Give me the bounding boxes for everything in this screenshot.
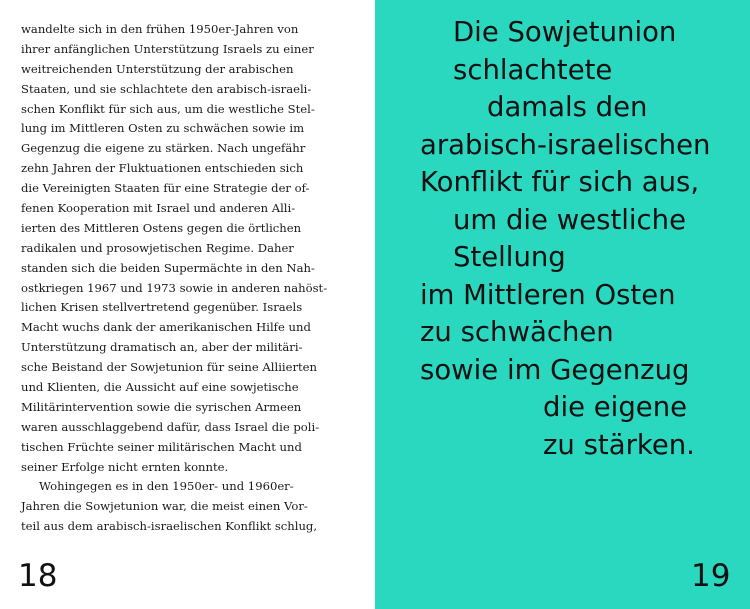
quote-line: zu schwächen bbox=[420, 316, 614, 348]
text-line: weitreichenden Unterstützung der arabischen bbox=[21, 61, 294, 76]
text-line: schen Konflikt für sich aus, um die westliche Stel- bbox=[21, 101, 315, 116]
text-line: und Klienten, die Aussicht auf eine sowjetische bbox=[21, 380, 299, 395]
quote-line: Konflikt für sich aus, bbox=[420, 166, 700, 198]
text-line: Macht wuchs dank der amerikanischen Hilfe und bbox=[21, 320, 311, 335]
text-line: Militärintervention sowie die syrischen Armeen bbox=[21, 399, 302, 414]
right-page bbox=[375, 0, 750, 609]
text-line: ihrer anfänglichen Unterstützung Israels zu einer bbox=[21, 41, 314, 56]
page-number-right: 19 bbox=[691, 558, 731, 594]
quote-line: um die westliche bbox=[453, 203, 686, 236]
text-line: fenen Kooperation mit Israel und anderen Alli- bbox=[21, 201, 296, 216]
quote-line: die eigene bbox=[543, 391, 688, 423]
text-line: ostkriegen 1967 und 1973 sowie in anderen nahöst- bbox=[21, 280, 328, 295]
text-line: Staaten, und sie schlachtete den arabisch-israeli- bbox=[21, 81, 312, 96]
text-line: seiner Erfolge nicht ernten konnte. bbox=[21, 459, 229, 474]
quote-line: Die Sowjetunion bbox=[453, 16, 677, 48]
quote-line: im Mittleren Osten bbox=[420, 278, 676, 311]
text-line: Gegenzug die eigene zu stärken. Nach ungefähr bbox=[21, 141, 306, 156]
text-line: ierten des Mittleren Ostens gegen die örtlichen bbox=[21, 220, 302, 235]
text-line: sche Beistand der Sowjetunion für seine Alliierten bbox=[21, 360, 317, 375]
text-line: Wohingegen es in den 1950er- und 1960er- bbox=[39, 479, 294, 494]
quote-line: Stellung bbox=[453, 241, 566, 273]
text-line: Jahren die Sowjetunion war, die meist einen Vor- bbox=[21, 499, 308, 514]
quote-line: zu stärken. bbox=[543, 428, 695, 461]
text-line: zehn Jahren der Fluktuationen entschieden sich bbox=[21, 161, 304, 176]
quote-line: schlachtete bbox=[453, 53, 613, 86]
quote-line: sowie im Gegenzug bbox=[420, 353, 690, 386]
quote-line: arabisch-israelischen bbox=[420, 128, 711, 161]
text-line: die Vereinigten Staaten für eine Strategie der of- bbox=[21, 181, 310, 196]
text-line: tischen Früchte seiner militärischen Macht und bbox=[21, 439, 302, 454]
page-number-left: 18 bbox=[18, 558, 58, 594]
text-line: lung im Mittleren Osten zu schwächen sowie im bbox=[21, 121, 305, 136]
body-text bbox=[21, 20, 328, 537]
text-line: teil aus dem arabisch-israelischen Konflikt schlug, bbox=[21, 519, 318, 534]
text-line: radikalen und prosowjetischen Regime. Daher bbox=[21, 240, 294, 255]
text-line: Unterstützung dramatisch an, aber der militäri- bbox=[21, 340, 303, 355]
text-line: lichen Krisen stellvertretend gegenüber. Israels bbox=[21, 300, 303, 315]
pull-quote bbox=[375, 14, 750, 464]
text-line: standen sich die beiden Supermächte in den Nah- bbox=[21, 260, 315, 275]
text-line: wandelte sich in den frühen 1950er-Jahren von bbox=[21, 22, 299, 36]
quote-line: damals den bbox=[487, 91, 648, 123]
text-line: waren ausschlaggebend dafür, dass Israel die poli- bbox=[21, 419, 320, 434]
